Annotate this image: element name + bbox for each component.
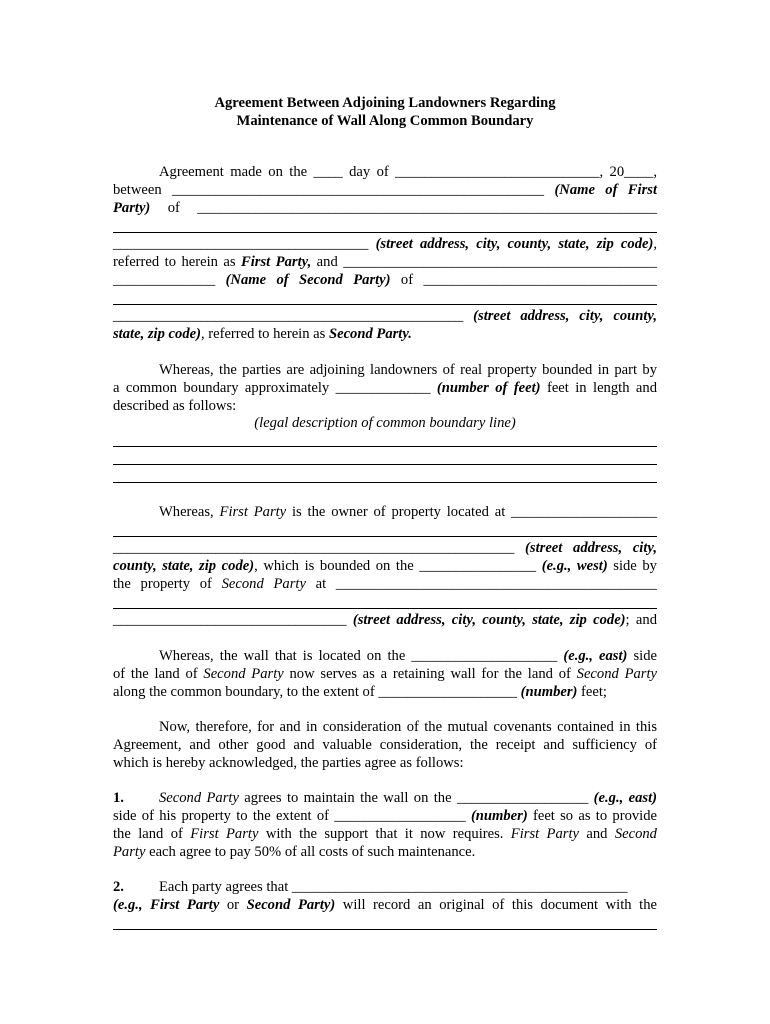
whereas2-line-3: _______________________________________________________ (street address, city, [113, 540, 657, 556]
now-line-3: which is hereby acknowledged, the parties agree as follows: [113, 755, 464, 771]
whereas2-line-4: county, state, zip code), which is bounded on the ________________ (e.g., west) side by [113, 558, 657, 574]
blank-line [113, 464, 657, 465]
blank-line [113, 304, 657, 305]
clause2-number: 2. [113, 879, 124, 895]
whereas3-line-3: along the common boundary, to the extent of ___________________ (number) feet; [113, 684, 607, 700]
whereas2-line-5: the property of Second Party at ____________________________________________ [113, 576, 657, 592]
whereas3-line-1: Whereas, the wall that is located on the ____________________ (e.g., east) side [159, 648, 657, 664]
intro-line-6: referred to herein as First Party, and ___________________________________________ [113, 254, 657, 270]
whereas2-line-1: Whereas, First Party is the owner of property located at ____________________ [159, 504, 658, 520]
title-line-2: Maintenance of Wall Along Common Boundary [236, 113, 534, 129]
blank-line [113, 608, 657, 609]
blank-line [113, 232, 657, 233]
whereas1-line-2: a common boundary approximately _____________ (number of feet) feet in length and [113, 380, 657, 396]
whereas3-line-2: of the land of Second Party now serves as a retaining wall for the land of Second Party [113, 666, 657, 682]
intro-line-9: ________________________________________________ (street address, city, county, [113, 308, 657, 324]
blank-line [113, 929, 657, 930]
now-line-1: Now, therefore, for and in consideration of the mutual covenants contained in this [159, 719, 657, 735]
blank-line [113, 446, 657, 447]
blank-line [113, 536, 657, 537]
whereas1-line-3: described as follows: [113, 398, 237, 414]
legal-description-label: (legal description of common boundary line) [254, 415, 516, 431]
clause1-number: 1. [113, 790, 124, 806]
blank-line [113, 482, 657, 483]
whereas1-line-1: Whereas, the parties are adjoining landowners of real property bounded in part by [159, 362, 657, 378]
clause1-line-4: Party each agree to pay 50% of all costs of such maintenance. [113, 844, 476, 860]
now-line-2: Agreement, and other good and valuable consideration, the receipt and sufficiency of [113, 737, 657, 753]
intro-line-1: Agreement made on the ____ day of ____________________________, 20____, [159, 164, 657, 180]
whereas2-line-7: ________________________________ (street address, city, county, state, zip code); and [113, 612, 657, 628]
clause1-line-1: 1. Second Party agrees to maintain the wall on the __________________ (e.g., east) [113, 790, 657, 806]
clause1-line-2: side of his property to the extent of __________________ (number) feet so as to provide [113, 808, 657, 824]
intro-line-3: Party) of _______________________________________________________________ [113, 200, 657, 216]
intro-line-7: ______________ (Name of Second Party) of ________________________________ [113, 272, 657, 288]
intro-line-5: ___________________________________ (street address, city, county, state, zip code), [113, 236, 657, 252]
clause2-line-2: (e.g., First Party or Second Party) will record an original of this document with the [113, 897, 657, 913]
intro-line-2: between ___________________________________________________ (Name of First [113, 182, 657, 198]
document-title [0, 94, 770, 130]
intro-line-10: state, zip code), referred to herein as Second Party. [113, 326, 412, 342]
clause1-line-3: the land of First Party with the support that it now requires. First Party and Second [113, 826, 657, 842]
clause2-line-1: 2. Each party agrees that ______________________________________________ [113, 879, 628, 895]
title-line-1: Agreement Between Adjoining Landowners Regarding [214, 95, 556, 111]
